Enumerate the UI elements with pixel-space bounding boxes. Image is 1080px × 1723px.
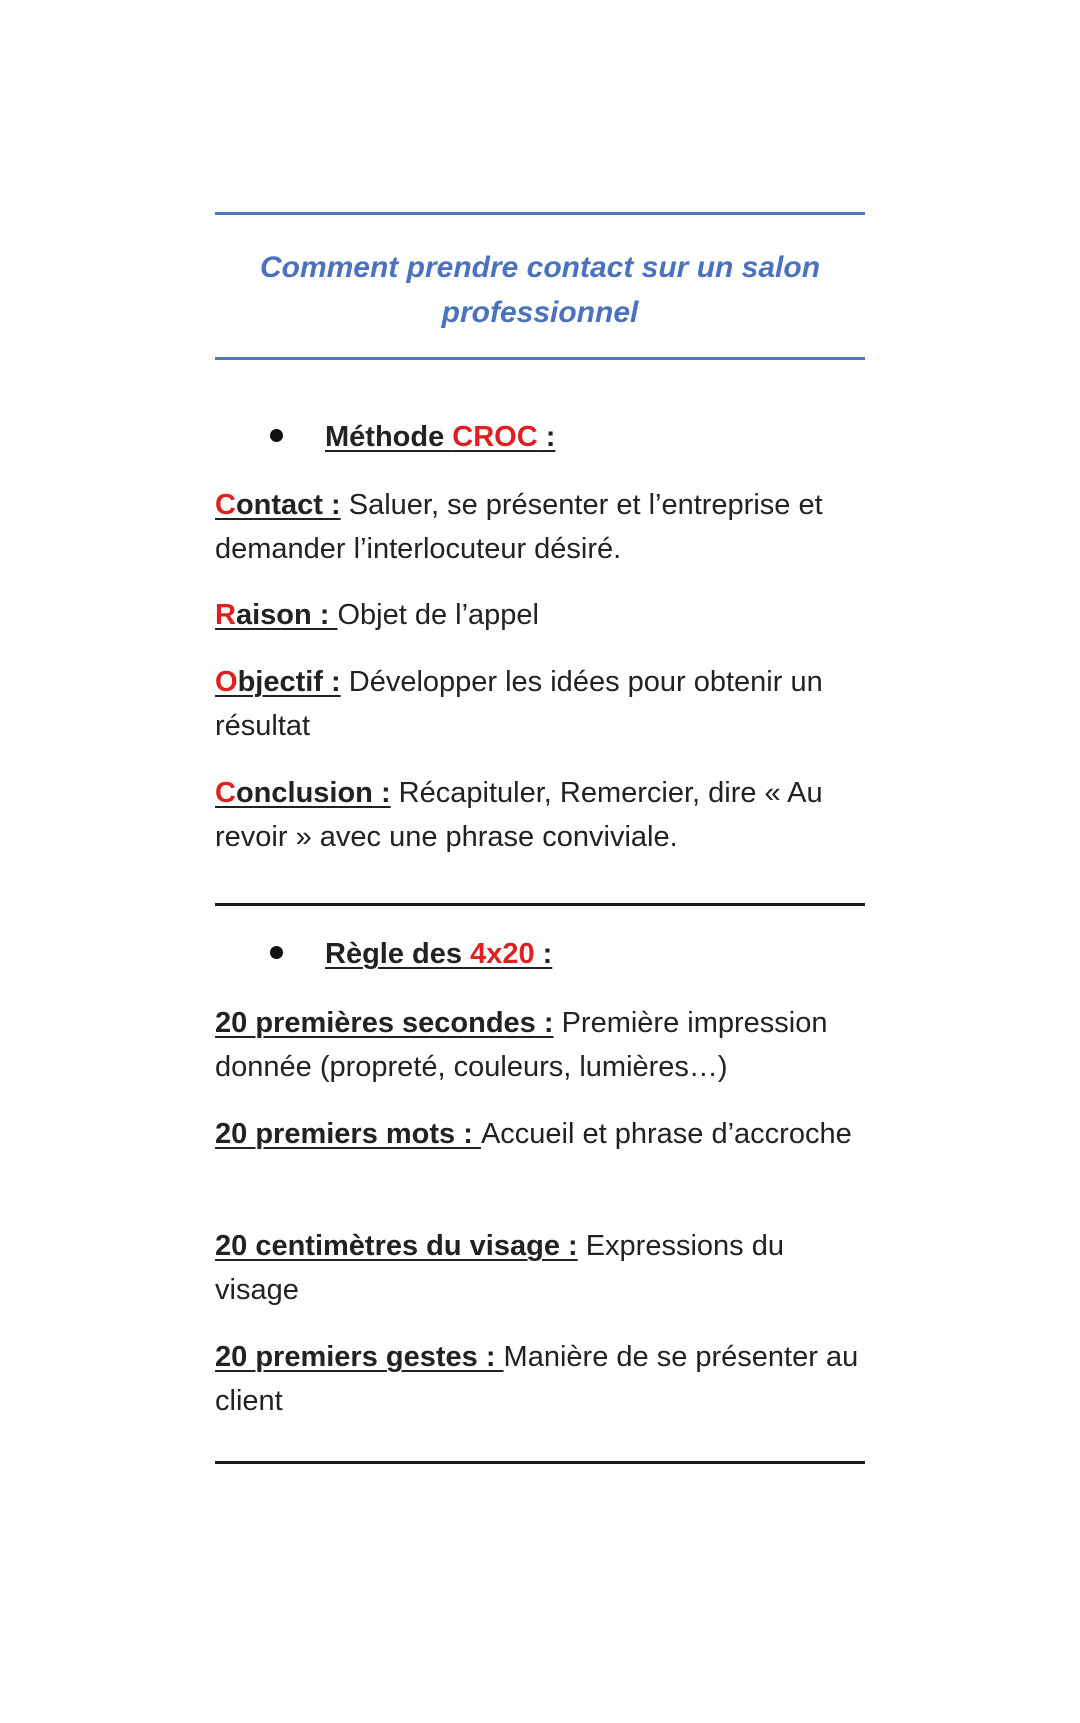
bullet-icon	[270, 946, 283, 959]
rule4x20-term-secondes: 20 premières secondes :	[215, 1007, 554, 1039]
rule4x20-item-mots: 20 premiers mots : Accueil et phrase d’accroche	[215, 1118, 852, 1150]
croc-heading	[270, 417, 555, 457]
rule4x20-term-visage: 20 centimètres du visage :	[215, 1230, 578, 1262]
rule4x20-term-gestes: 20 premiers gestes :	[215, 1341, 504, 1373]
page-title-line-2: professionnel	[441, 296, 639, 329]
rule4x20-item-gestes: 20 premiers gestes : Manière de se présenter au client	[215, 1341, 859, 1417]
bullet-icon	[270, 429, 283, 442]
croc-item-conclusion: Conclusion : Récapituler, Remercier, dire « Au revoir » avec une phrase conviviale.	[215, 777, 823, 853]
croc-item-objectif: Objectif : Développer les idées pour obtenir un résultat	[215, 666, 823, 742]
rule4x20-accent: 4x20	[470, 938, 535, 970]
page-title-line-1: Comment prendre contact sur un salon	[259, 251, 821, 284]
rule4x20-item-secondes: 20 premières secondes : Première impression donnée (propreté, couleurs, lumières…)	[215, 1007, 828, 1083]
section-divider-1	[215, 903, 865, 906]
rule4x20-item-visage: 20 centimètres du visage : Expressions du visage	[215, 1230, 784, 1306]
page-title	[215, 245, 865, 335]
rule4x20-heading	[270, 934, 552, 974]
croc-term-objectif: Objectif :	[215, 666, 341, 698]
croc-term-raison: Raison :	[215, 599, 338, 631]
croc-item-contact: Contact : Saluer, se présenter et l’entreprise et demander l’interlocuteur désiré.	[215, 489, 823, 565]
title-bottom-divider	[215, 357, 865, 360]
croc-heading-text: Méthode CROC :	[325, 421, 556, 453]
rule4x20-term-mots: 20 premiers mots :	[215, 1118, 481, 1150]
rule4x20-heading-text: Règle des 4x20 :	[325, 938, 553, 970]
croc-term-contact: Contact :	[215, 489, 341, 521]
croc-item-raison: Raison : Objet de l’appel	[215, 599, 539, 631]
croc-term-conclusion: Conclusion :	[215, 777, 391, 809]
croc-accent: CROC	[452, 421, 538, 453]
title-top-divider	[215, 212, 865, 215]
section-divider-2	[215, 1461, 865, 1464]
